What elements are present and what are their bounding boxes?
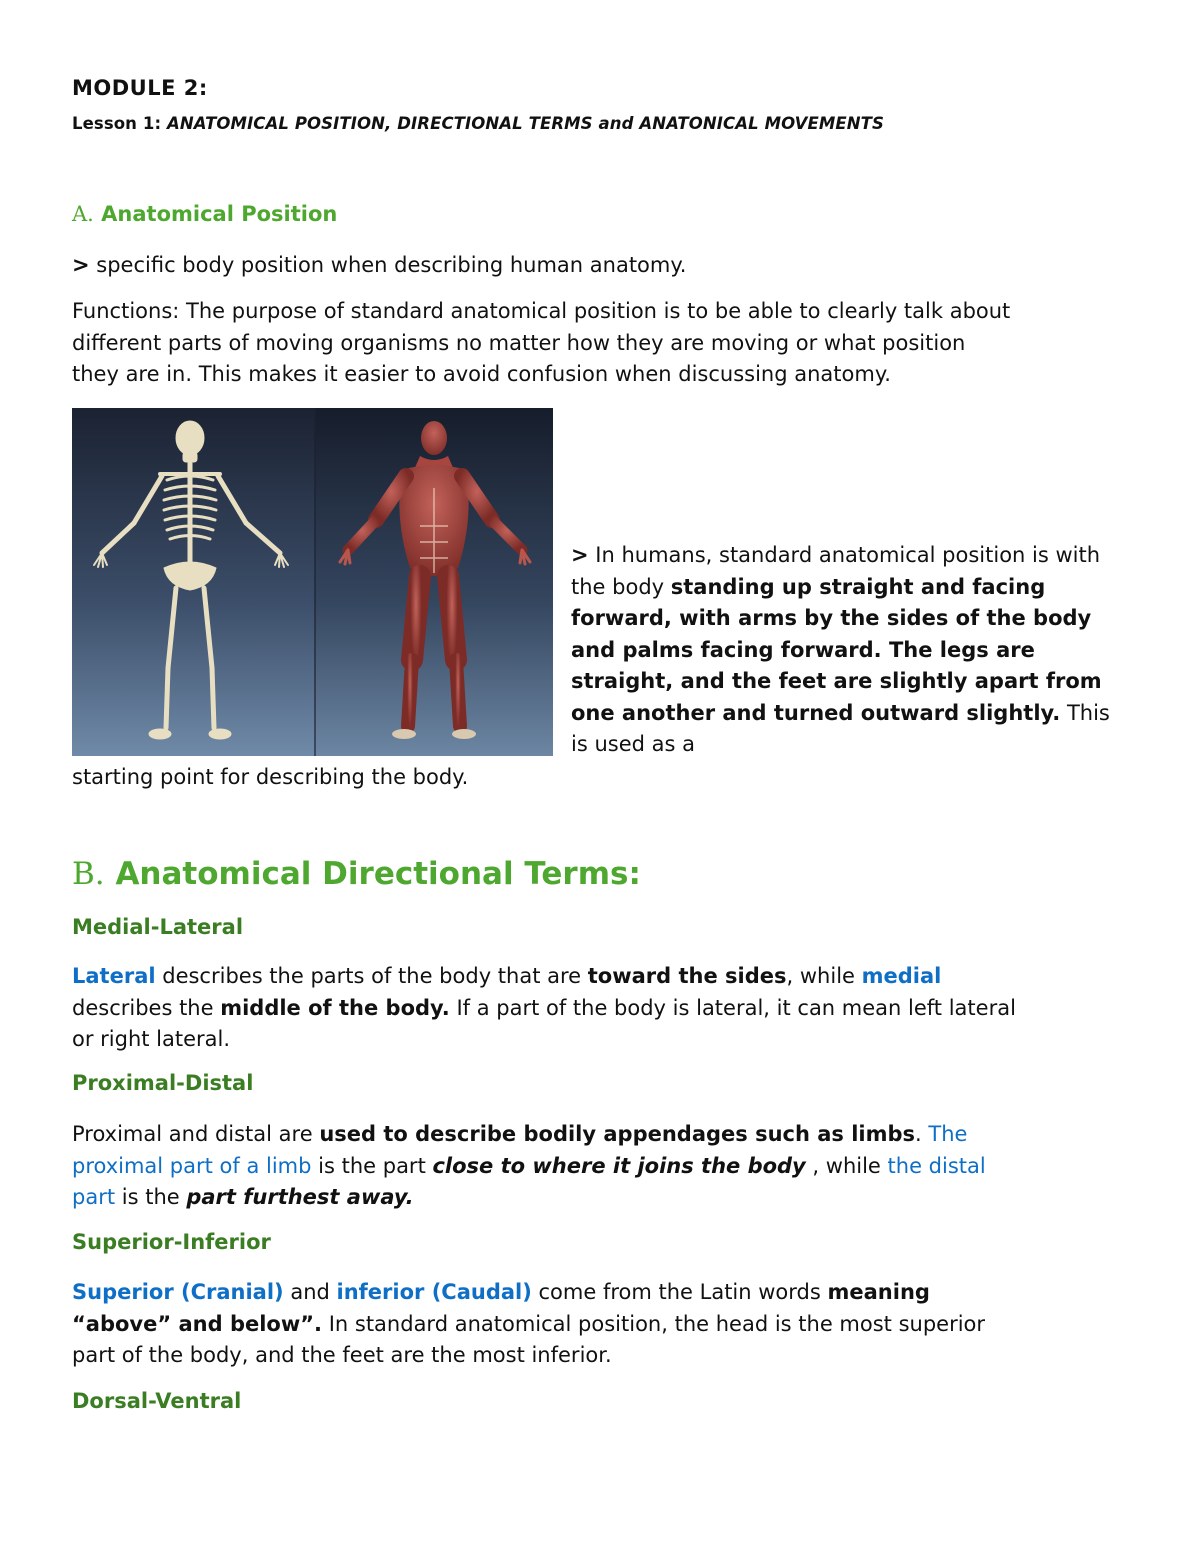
bold-text: “above” and below”. — [72, 1311, 323, 1336]
text: describes the parts of the body that are — [155, 964, 588, 988]
bold-text: meaning — [827, 1280, 930, 1304]
bold-text: middle of the body. — [220, 995, 450, 1020]
text: come from the Latin words — [531, 1280, 828, 1304]
section-b-heading — [72, 856, 641, 892]
superior-inferior-paragraph — [72, 1277, 985, 1372]
definition-text: specific body position when describing human anatomy. — [89, 253, 687, 277]
lesson-name: ANATOMICAL POSITION, DIRECTIONAL TERMS and ANATONICAL MOVEMENTS — [167, 114, 884, 133]
side-end: This is used as a — [571, 700, 1110, 756]
text: , while — [786, 964, 862, 988]
blue-text: The — [928, 1122, 968, 1146]
term-superior: Superior (Cranial) — [72, 1280, 284, 1304]
bold-italic-text: part furthest away. — [186, 1185, 414, 1209]
proximal-distal-heading: Proximal-Distal — [72, 1071, 254, 1095]
section-b-title: Anatomical Directional Terms: — [115, 856, 641, 892]
term-inferior: inferior (Caudal) — [336, 1280, 532, 1304]
skeleton-muscle-image — [72, 408, 553, 756]
bold-italic-text: close to where it joins the body — [432, 1153, 806, 1178]
superior-inferior-heading: Superior-Inferior — [72, 1230, 271, 1254]
side-bold-text: standing up straight and facing forward, with arms by the sides of the body and palms facing forward. The legs are straight, and the feet are slightly apart from one another and turned outward slightly. — [571, 574, 1102, 725]
lesson-title — [72, 114, 884, 133]
text: . — [915, 1122, 929, 1146]
definition-marker: > — [72, 253, 90, 277]
proximal-distal-paragraph — [72, 1119, 986, 1214]
bold-text: used to describe bodily appendages such as limbs — [319, 1122, 916, 1146]
bold-text: toward the sides — [587, 964, 787, 988]
term-lateral: Lateral — [72, 964, 156, 988]
medial-lateral-paragraph — [72, 961, 1016, 1056]
section-a-heading — [72, 202, 337, 226]
section-a-title: Anatomical Position — [101, 202, 338, 226]
side-intro: In humans, standard anatomical position is with the body — [571, 543, 1101, 599]
text: part of the body, and the feet are the most inferior. — [72, 1343, 612, 1367]
medial-lateral-heading: Medial-Lateral — [72, 915, 244, 939]
text: If a part of the body is lateral, it can mean left lateral — [449, 995, 1016, 1020]
dorsal-ventral-heading: Dorsal-Ventral — [72, 1389, 242, 1413]
lesson-prefix: Lesson 1: — [72, 114, 167, 133]
functions-line: Functions: The purpose of standard anatomical position is to be able to clearly talk about — [72, 299, 1011, 323]
blue-text: the distal — [887, 1153, 986, 1178]
module-title: MODULE 2: — [72, 76, 208, 100]
term-medial: medial — [861, 964, 942, 988]
section-a-letter: A. — [72, 202, 94, 226]
functions-paragraph — [72, 296, 1010, 391]
anatomical-position-figure — [72, 408, 553, 756]
side-marker: > — [571, 543, 589, 567]
functions-line: different parts of moving organisms no matter how they are moving or what position — [72, 330, 966, 355]
blue-text: proximal part of a limb — [72, 1153, 312, 1178]
text: In standard anatomical position, the head is the most superior — [322, 1311, 986, 1336]
text: , while — [805, 1153, 888, 1178]
blue-text: part — [72, 1185, 116, 1209]
text: or right lateral. — [72, 1027, 231, 1051]
section-b-letter: B. — [72, 856, 105, 892]
text: describes the — [72, 995, 221, 1020]
side-continuation: starting point for describing the body. — [72, 765, 469, 789]
functions-line: they are in. This makes it easier to avoid confusion when discussing anatomy. — [72, 362, 891, 386]
text: is the — [115, 1185, 187, 1209]
text: Proximal and distal are — [72, 1122, 320, 1146]
text: and — [283, 1280, 337, 1304]
text: is the part — [311, 1153, 433, 1178]
definition-paragraph — [72, 250, 686, 282]
anatomical-position-description — [571, 540, 1131, 761]
